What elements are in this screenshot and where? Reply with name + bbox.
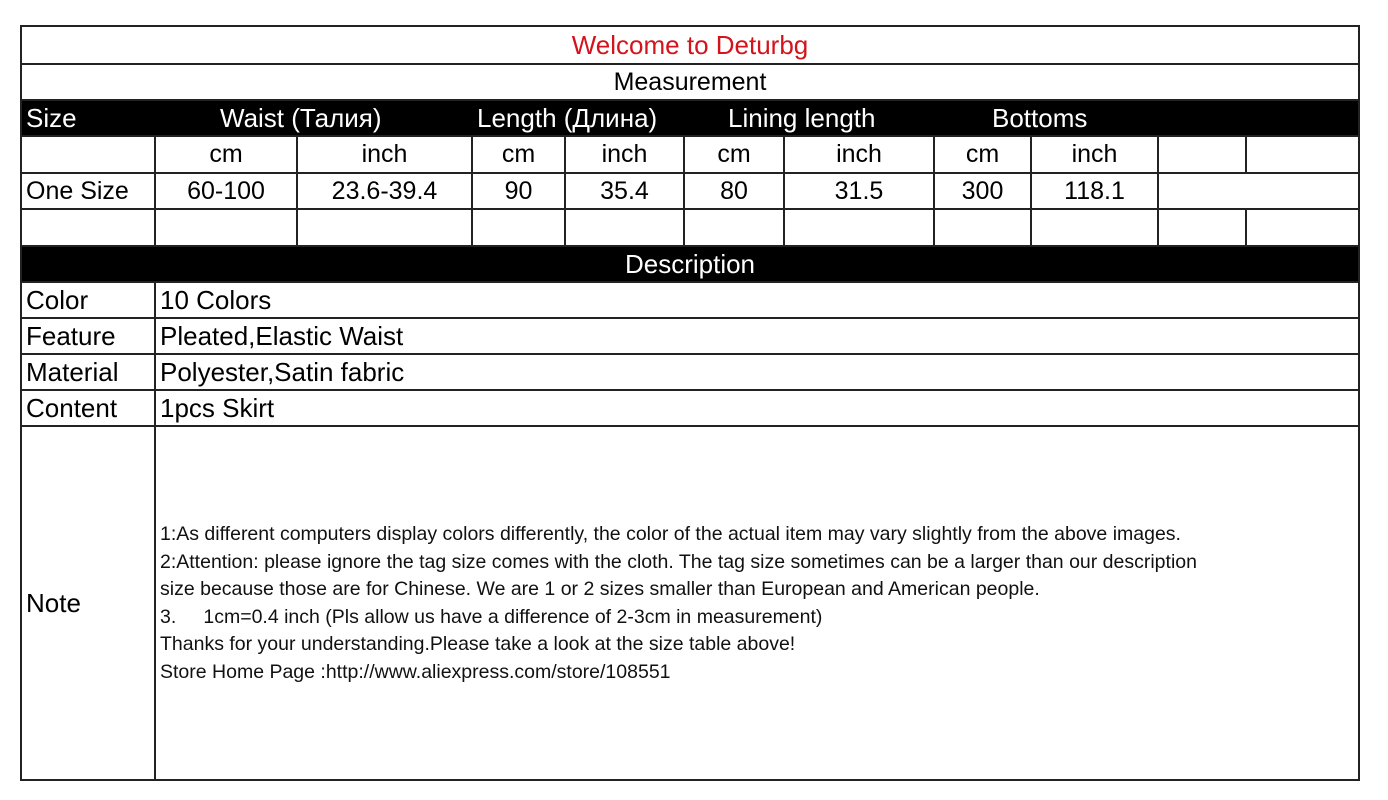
size-value: 90 bbox=[473, 174, 566, 210]
material-label: Material bbox=[22, 355, 156, 389]
unit-cell: inch bbox=[785, 137, 935, 174]
unit-cell: inch bbox=[298, 137, 473, 174]
material-value: Polyester,Satin fabric bbox=[160, 356, 405, 387]
description-row-color bbox=[22, 283, 1358, 319]
size-chart bbox=[20, 25, 1360, 781]
note-line: Store Home Page :http://www.aliexpress.com/store/108551 bbox=[160, 660, 671, 683]
unit-cell-empty bbox=[1159, 137, 1247, 174]
header-bottoms: Bottoms bbox=[992, 102, 1088, 133]
unit-cell: cm bbox=[156, 137, 298, 174]
description-row-material bbox=[22, 355, 1358, 391]
measurement-heading: Measurement bbox=[22, 65, 1358, 101]
size-value: 35.4 bbox=[566, 174, 685, 210]
content-value: 1pcs Skirt bbox=[160, 392, 275, 423]
empty-cell bbox=[298, 210, 473, 247]
empty-cell bbox=[473, 210, 566, 247]
empty-cell bbox=[1247, 210, 1358, 247]
description-row-feature bbox=[22, 319, 1358, 355]
size-value: 80 bbox=[685, 174, 785, 210]
size-value: 31.5 bbox=[785, 174, 935, 210]
size-value: 23.6-39.4 bbox=[298, 174, 473, 210]
color-value: 10 Colors bbox=[160, 284, 272, 315]
size-value: 118.1 bbox=[1032, 174, 1159, 210]
empty-cell bbox=[1159, 210, 1247, 247]
empty-cell bbox=[156, 210, 298, 247]
empty-cell bbox=[785, 210, 935, 247]
size-value: 300 bbox=[935, 174, 1032, 210]
size-value-empty bbox=[1159, 174, 1358, 210]
header-size: Size bbox=[26, 102, 77, 133]
description-heading: Description bbox=[22, 247, 1358, 283]
unit-cell: cm bbox=[473, 137, 566, 174]
empty-cell bbox=[685, 210, 785, 247]
unit-cell-empty bbox=[22, 137, 156, 174]
empty-cell bbox=[1032, 210, 1159, 247]
note-text bbox=[160, 521, 1356, 686]
shop-welcome-title: Welcome to Deturbg bbox=[22, 27, 1358, 65]
content-label: Content bbox=[22, 391, 156, 425]
empty-cell bbox=[935, 210, 1032, 247]
note-line: 2:Attention: please ignore the tag size comes with the cloth. The tag size sometimes can be a larger than our description bbox=[160, 550, 1197, 573]
unit-cell: cm bbox=[935, 137, 1032, 174]
note-label: Note bbox=[22, 427, 156, 779]
unit-cell-empty bbox=[1247, 137, 1358, 174]
header-waist: Waist (Талия) bbox=[220, 102, 382, 133]
header-length: Length (Длина) bbox=[477, 102, 658, 133]
unit-cell: inch bbox=[566, 137, 685, 174]
size-label: One Size bbox=[22, 174, 156, 210]
note-line: Thanks for your understanding.Please take a look at the size table above! bbox=[160, 633, 796, 655]
empty-cell bbox=[22, 210, 156, 247]
feature-label: Feature bbox=[22, 319, 156, 353]
note-line: 3. 1cm=0.4 inch (Pls allow us have a difference of 2-3cm in measurement) bbox=[160, 605, 823, 628]
description-row-content bbox=[22, 391, 1358, 427]
size-table-header bbox=[22, 101, 1358, 137]
empty-cell bbox=[566, 210, 685, 247]
unit-cell: inch bbox=[1032, 137, 1159, 174]
color-label: Color bbox=[22, 283, 156, 317]
note-line: size because those are for Chinese. We are 1 or 2 sizes smaller than European and American people. bbox=[160, 578, 1040, 600]
note-line: 1:As different computers display colors differently, the color of the actual item may vary slightly from the above images. bbox=[160, 523, 1181, 545]
size-value: 60-100 bbox=[156, 174, 298, 210]
unit-cell: cm bbox=[685, 137, 785, 174]
header-lining-length: Lining length bbox=[728, 102, 876, 133]
feature-value: Pleated,Elastic Waist bbox=[160, 320, 404, 351]
size-table-body bbox=[22, 137, 1358, 247]
